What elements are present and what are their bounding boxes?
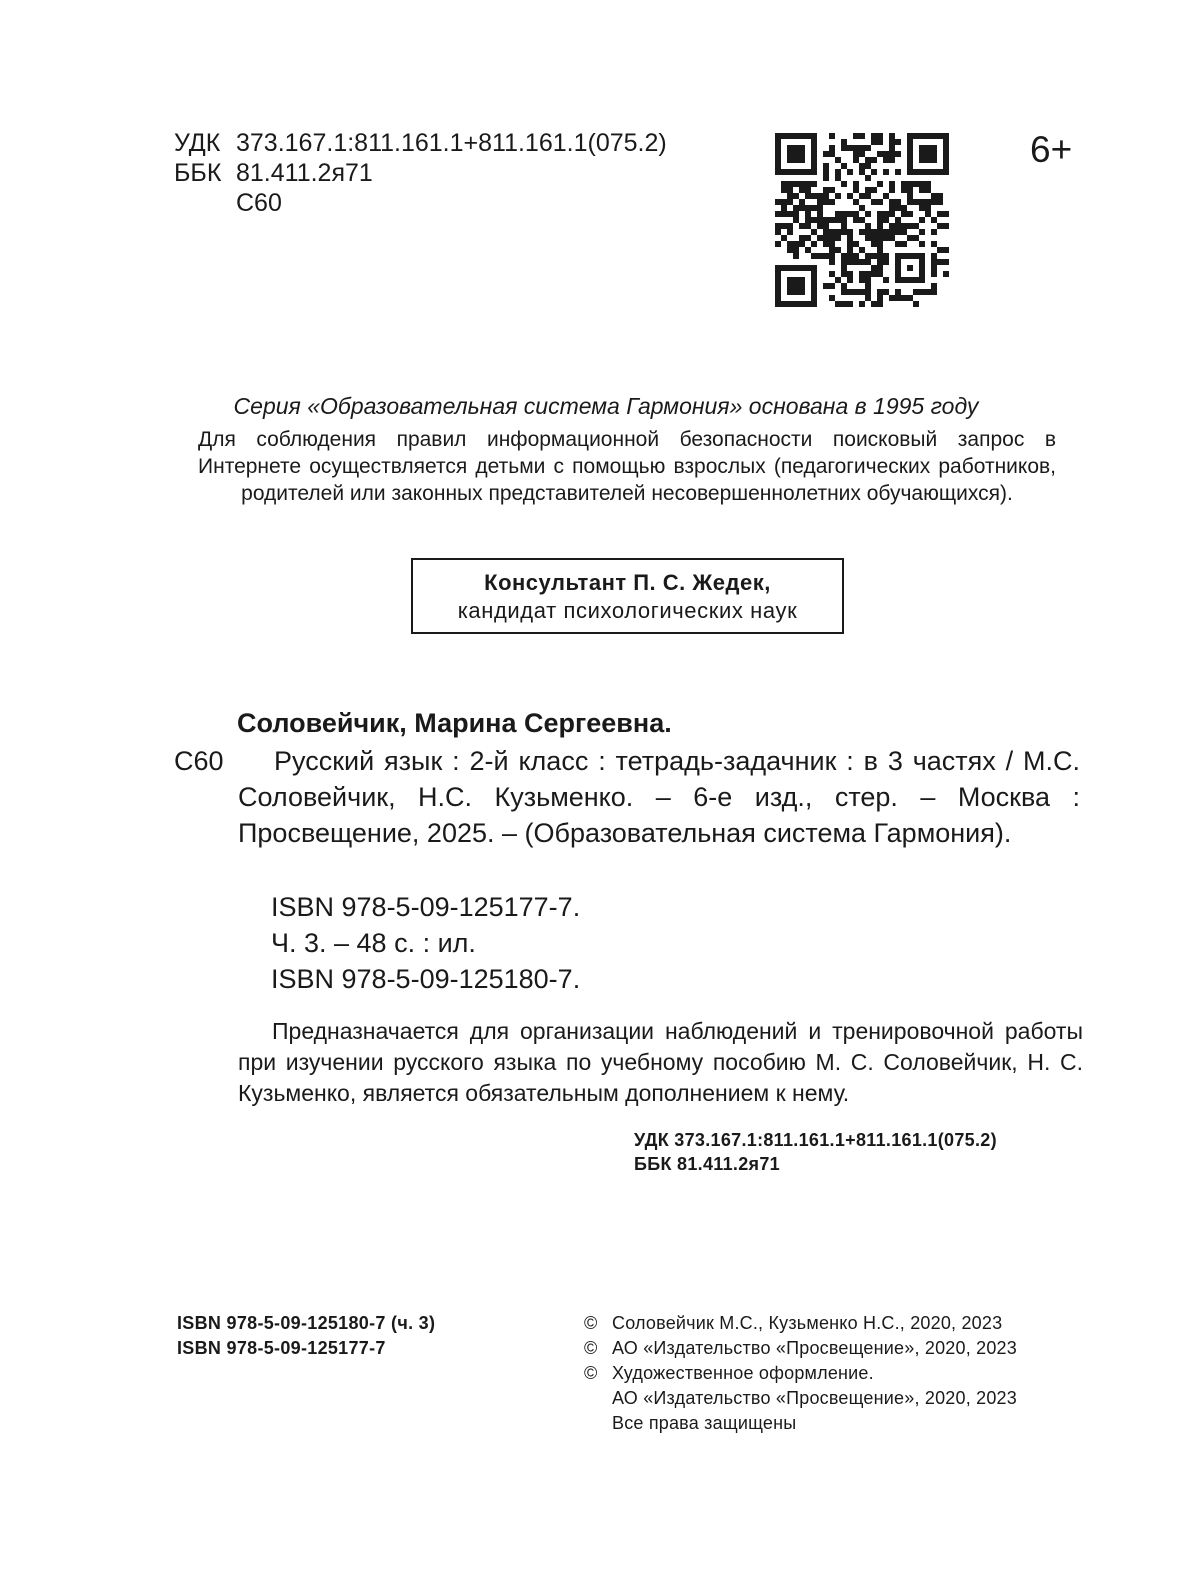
copyright-symbol: © [584, 1313, 598, 1333]
age-rating: 6+ [1030, 129, 1073, 170]
annotation: Предназначается для организации наблюдений и тренировочной работы при изучении русского языка по учебному пособию М. С. Соловейчик, Н. С. Кузьменко, является обязательным дополнением к нему. [238, 1018, 1083, 1106]
isbn-bottom-line2: ISBN 978-5-09-125177-7 [177, 1338, 386, 1358]
copyright-block [584, 1311, 1017, 1436]
copyright-symbol: © [584, 1363, 598, 1383]
copyright-line4: АО «Издательство «Просвещение», 2020, 2023 [612, 1388, 1017, 1408]
bib-description: Русский язык : 2-й класс : тетрадь-задачник : в 3 частях / М.С. Соловейчик, Н.С. Кузьменко. – 6-е изд., стер. – Москва : Просвещение, 2025. – (Образовательная система Гармония). [238, 746, 1080, 848]
bib-part: Ч. 3. – 48 с. : ил. [271, 928, 476, 958]
bbk-value: 81.411.2я71 [236, 159, 373, 187]
classification-block [174, 128, 667, 218]
bbk-bottom: ББК 81.411.2я71 [634, 1154, 780, 1174]
udk-value: 373.167.1:811.161.1+811.161.1(075.2) [236, 129, 667, 157]
consultant-name: Консультант П. С. Жедек, [484, 570, 771, 595]
classification-bottom [634, 1128, 997, 1176]
copyright-line5: Все права защищены [612, 1413, 797, 1433]
bib-isbn-list [271, 889, 580, 997]
series-line: Серия «Образовательная система Гармония» основана в 1995 году [233, 393, 979, 419]
bib-isbn-main: ISBN 978-5-09-125177-7. [271, 892, 581, 922]
bib-isbn-part: ISBN 978-5-09-125180-7. [271, 964, 581, 994]
consultant-degree: кандидат психологических наук [457, 598, 798, 623]
copyright-symbol: © [584, 1338, 598, 1358]
qr-code-icon[interactable] [775, 133, 949, 307]
bib-author: Соловейчик, Марина Сергеевна. [237, 708, 672, 738]
safety-notice: Для соблюдения правил информационной безопасности поисковый запрос в Интернете осуществляется детьми с помощью взрослых (педагогических работников, родителей или законных представителей несовершеннолетних обучающихся). [198, 428, 1056, 505]
copyright-line3: Художественное оформление. [612, 1363, 874, 1383]
udk-bottom: УДК 373.167.1:811.161.1+811.161.1(075.2) [634, 1130, 997, 1150]
isbn-bottom-line1: ISBN 978-5-09-125180-7 (ч. 3) [177, 1313, 436, 1333]
consultant-box [411, 558, 844, 634]
author-mark: С60 [236, 189, 282, 217]
bib-code: С60 [174, 746, 224, 776]
udk-label: УДК [174, 129, 221, 157]
bbk-label: ББК [174, 159, 222, 187]
isbn-bottom [177, 1311, 435, 1361]
copyright-line2: АО «Издательство «Просвещение», 2020, 2023 [612, 1338, 1017, 1358]
copyright-line1: Соловейчик М.С., Кузьменко Н.С., 2020, 2023 [612, 1313, 1003, 1333]
